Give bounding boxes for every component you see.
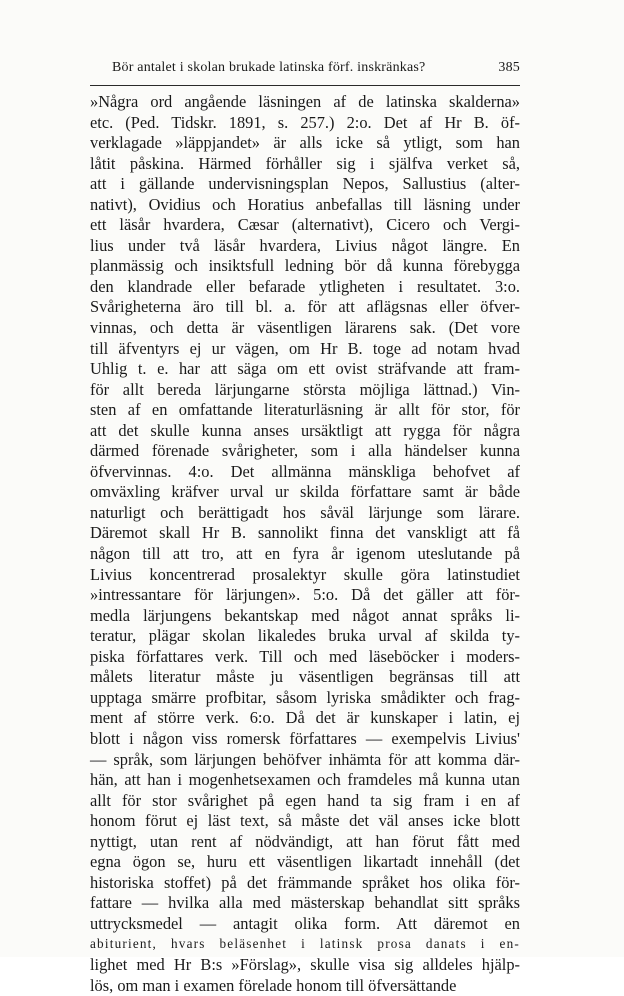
text-line: lighet med Hr B:s »Förslag», skulle visa sig alldeles hjälp- — [90, 954, 520, 974]
text-line: sten af en omfattande literaturläsning är allt för stor, för — [90, 400, 520, 420]
text-line: egna ögon se, huru ett väsentligen likartadt innehåll (det — [90, 852, 520, 872]
text-line: för allt bereda lärjungarne största möjliga lättnad.) Vin- — [90, 379, 520, 399]
text-line: Svårigheterna äro till bl. a. för att aflägsnas eller öfver- — [90, 297, 520, 317]
text-line: lös, om man i examen förelade honom till öfversättande — [90, 975, 457, 995]
text-line: teratur, plägar skolan likaledes bruka urval af skilda ty- — [90, 626, 520, 646]
text-line: blott i någon viss romersk författares — exempelvis Livius' — [90, 728, 520, 748]
text-line: planmässig och insiktsfull ledning bör då kunna förebygga — [90, 256, 520, 276]
text-line: upptaga smärre profbitar, såsom lyriska smådikter och frag- — [90, 687, 520, 707]
text-line: omväxling kräfver urval ur skilda författare samt är både — [90, 482, 520, 502]
text-line: honom förut ej läst text, så måste det väl anses icke blott — [90, 811, 520, 831]
text-line: fattare — hvilka alla med mästerskap behandlat sitt språks — [90, 893, 520, 913]
text-line: ment af större verk. 6:o. Då det är kunskaper i latin, ej — [90, 708, 520, 728]
text-line: naturligt och berättigadt hos såväl lärjunge som lärare. — [90, 502, 520, 522]
running-header-title: Bör antalet i skolan brukade latinska förf. inskränkas? — [112, 60, 426, 75]
text-line: Däremot skall Hr B. sannolikt finna det vanskligt att få — [90, 523, 520, 543]
text-line: att det skulle kunna anses ursäktligt att rygga för några — [90, 420, 520, 440]
text-line: lius under två läsår hvardera, Livius något längre. En — [90, 235, 520, 255]
text-line: etc. (Ped. Tidskr. 1891, s. 257.) 2:o. Det af Hr B. öf- — [90, 112, 520, 132]
text-line: Livius koncentrerad prosalektyr skulle göra latinstudiet — [90, 564, 520, 584]
header-rule — [90, 85, 520, 86]
text-line: målets literatur måste ju väsentligen begränsas till att — [90, 667, 520, 687]
text-line: till äfventyrs ej ur vägen, om Hr B. toge ad notam hvad — [90, 338, 520, 358]
page-number: 385 — [498, 60, 520, 75]
text-line: allt för stor svårighet på egen hand ta sig fram i en af — [90, 790, 520, 810]
text-line: »intressantare för lärjungen». 5:o. Då det gäller att för- — [90, 585, 520, 605]
text-line: »Några ord angående läsningen af de latinska skalderna» — [90, 92, 520, 111]
text-line: nativt), Ovidius och Horatius anbefallas till läsning under — [90, 194, 520, 214]
text-line: därmed förenade svårigheter, som i alla händelser kunna — [90, 441, 520, 461]
text-line: uttrycksmedel — antagit olika form. Att däremot en — [90, 913, 520, 933]
text-line: piska författares verk. Till och med läseböcker i moders- — [90, 646, 520, 666]
text-line: någon till att tro, att en fyra år igenom uteslutande på — [90, 544, 520, 564]
text-line: att i gällande undervisningsplan Nepos, Sallustius (alter- — [90, 174, 520, 194]
text-line: ett läsår hvardera, Cæsar (alternativt), Cicero och Vergi- — [90, 215, 520, 235]
text-line: hän, att han i mogenhetsexamen och framdeles må kunna utan — [90, 770, 520, 790]
body-text — [90, 92, 520, 996]
text-line: historiska stoffet) på det främmande språket hos olika för- — [90, 872, 520, 892]
text-line: — språk, som lärjungen behöfver inhämta för att komma där- — [90, 749, 520, 769]
text-line: öfvervinnas. 4:o. Det allmänna mänskliga behofvet af — [90, 461, 520, 481]
text-line: abiturient, hvars beläsenhet i latinsk prosa danats i en- — [90, 936, 520, 952]
text-line: verklagade »läppjandet» är alls icke så ytligt, som han — [90, 133, 520, 153]
text-line: nyttigt, utan rent af nödvändigt, att han förut fått med — [90, 831, 520, 851]
text-line: medla lärjungens bekantskap med något annat språks li- — [90, 605, 520, 625]
running-header — [90, 60, 520, 82]
text-line: vinnas, och detta är väsentligen lärarens sak. (Det vore — [90, 318, 520, 338]
text-line: den klandrade eller befarade ytligheten i resultatet. 3:o. — [90, 276, 520, 296]
text-line: Uhlig t. e. har att säga om ett ovist sträfvande att fram- — [90, 359, 520, 379]
text-line: låtit påskina. Härmed förhåller sig i själfva verket så, — [90, 153, 520, 173]
